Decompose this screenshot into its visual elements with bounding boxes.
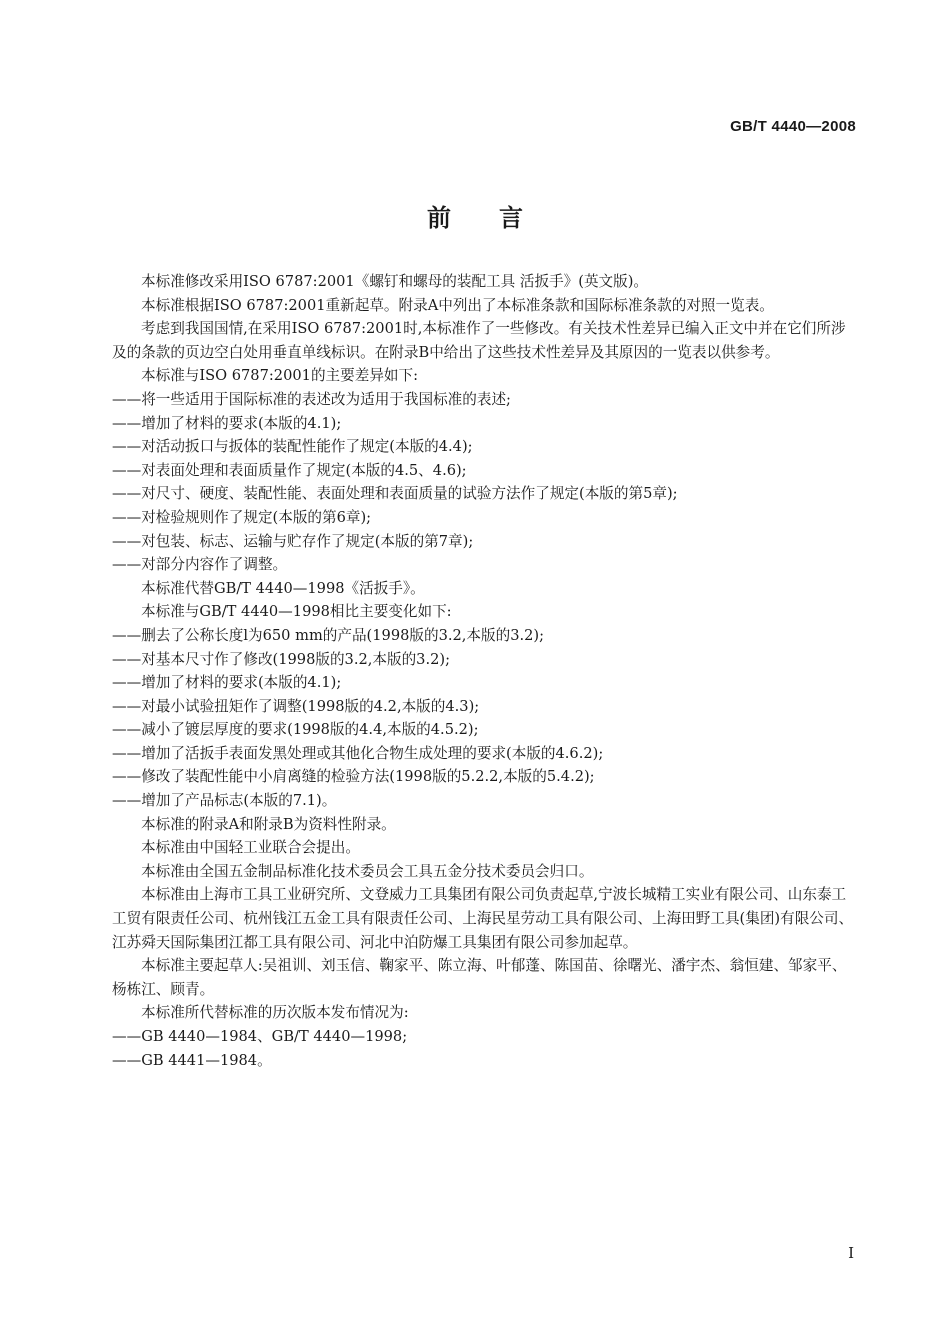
list-item: ——对包装、标志、运输与贮存作了规定(本版的第7章);: [112, 532, 474, 550]
list-item: ——GB 4441—1984。: [112, 1051, 272, 1069]
list-item: ——对最小试验扭矩作了调整(1998版的4.2,本版的4.3);: [112, 697, 480, 715]
list-item: ——对活动扳口与扳体的装配性能作了规定(本版的4.4);: [112, 438, 473, 456]
list-item: ——将一些适用于国际标准的表述改为适用于我国标准的表述;: [112, 390, 511, 408]
paragraph: 本标准的附录A和附录B为资料性附录。: [141, 815, 396, 833]
paragraph: 本标准由全国五金制品标准化技术委员会工具五金分技术委员会归口。: [141, 862, 594, 880]
list-item: ——增加了材料的要求(本版的4.1);: [112, 414, 342, 432]
list-item: ——删去了公称长度l为650 mm的产品(1998版的3.2,本版的3.2);: [112, 626, 545, 644]
paragraph: 本标准由上海市工具工业研究所、文登威力工具集团有限公司负责起草,宁波长城精工实业有限公司、山东泰工工贸有限责任公司、杭州钱江五金工具有限责任公司、上海民星劳动工具有限公司、上海田野工具(集团)有限公司、江苏舜天国际集团江都工具有限公司、河北中泊防爆工具集团有限公司参加起草。: [112, 886, 854, 951]
paragraph: 本标准由中国轻工业联合会提出。: [141, 839, 360, 857]
paragraph: 本标准修改采用ISO 6787:2001《螺钉和螺母的装配工具 活扳手》(英文版)。: [141, 273, 649, 290]
list-item: ——对部分内容作了调整。: [112, 556, 288, 574]
paragraph: 本标准代替GB/T 4440—1998《活扳手》。: [141, 579, 425, 597]
paragraph: 本标准根据ISO 6787:2001重新起草。附录A中列出了本标准条款和国际标准条款的对照一览表。: [141, 296, 774, 314]
list-item: ——增加了材料的要求(本版的4.1);: [112, 674, 342, 692]
list-item: ——增加了活扳手表面发黑处理或其他化合物生成处理的要求(本版的4.6.2);: [112, 744, 604, 762]
list-item: ——修改了装配性能中小肩离缝的检验方法(1998版的5.2.2,本版的5.4.2);: [112, 768, 595, 786]
list-item: ——对检验规则作了规定(本版的第6章);: [112, 508, 372, 526]
list-item: ——对表面处理和表面质量作了规定(本版的4.5、4.6);: [112, 461, 467, 479]
paragraph: 本标准与GB/T 4440—1998相比主要变化如下:: [141, 603, 452, 621]
list-item: ——增加了产品标志(本版的7.1)。: [112, 792, 337, 810]
foreword-body: [112, 270, 860, 1072]
paragraph: 本标准所代替标准的历次版本发布情况为:: [141, 1004, 409, 1022]
paragraph: 考虑到我国国情,在采用ISO 6787:2001时,本标准作了一些修改。有关技术性差异已编入正文中并在它们所涉及的条款的页边空白处用垂直单线标识。在附录B中给出了这些技术性差异及其原因的一览表以供参考。: [112, 320, 846, 361]
paragraph: 本标准主要起草人:吴祖训、刘玉信、鞠家平、陈立海、叶郁蓬、陈国苗、徐曙光、潘宇杰、翁恒建、邹家平、杨栋江、顾青。: [112, 957, 847, 998]
standard-code: GB/T 4440—2008: [730, 118, 856, 135]
list-item: ——对尺寸、硬度、装配性能、表面处理和表面质量的试验方法作了规定(本版的第5章);: [112, 485, 678, 503]
list-item: ——GB 4440—1984、GB/T 4440—1998;: [112, 1028, 408, 1045]
page-title: 前言: [427, 204, 571, 232]
list-item: ——对基本尺寸作了修改(1998版的3.2,本版的3.2);: [112, 650, 451, 668]
list-item: ——减小了镀层厚度的要求(1998版的4.4,本版的4.5.2);: [112, 721, 479, 739]
paragraph: 本标准与ISO 6787:2001的主要差异如下:: [141, 367, 419, 385]
page-number: I: [848, 1244, 854, 1262]
